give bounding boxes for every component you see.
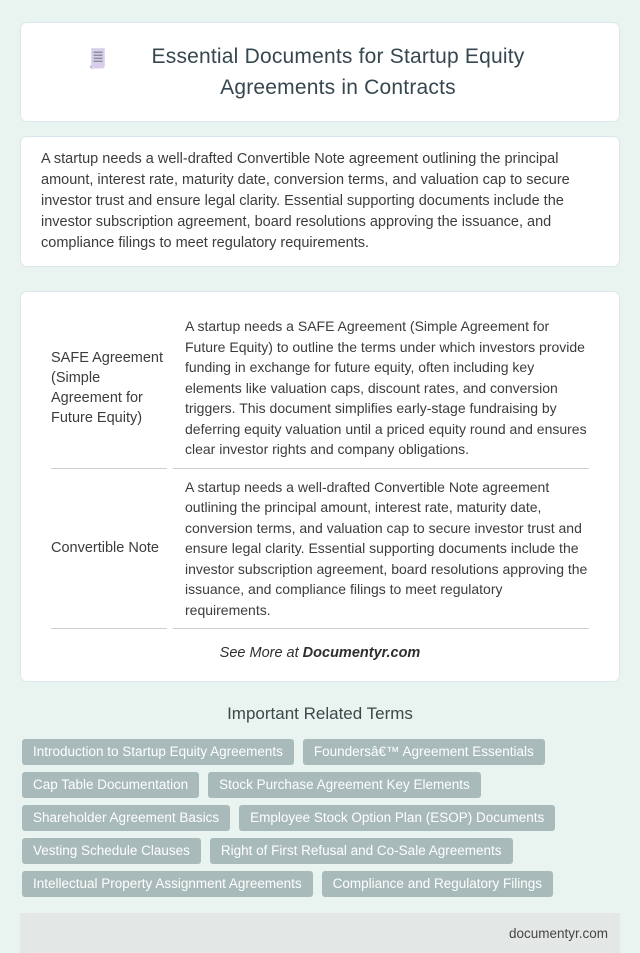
footer-bar [20, 913, 620, 953]
related-term-tag[interactable]: Compliance and Regulatory Filings [322, 871, 553, 897]
see-more-prefix: See More at [219, 645, 303, 661]
related-term-tag[interactable]: Stock Purchase Agreement Key Elements [208, 772, 481, 798]
related-term-tag[interactable]: Intellectual Property Assignment Agreements [22, 871, 313, 897]
related-term-tag[interactable]: Cap Table Documentation [22, 772, 199, 798]
related-term-tag[interactable]: Vesting Schedule Clauses [22, 838, 201, 864]
table-row [51, 308, 589, 469]
related-term-tag[interactable]: Foundersâ€™ Agreement Essentials [303, 739, 545, 765]
description-cell: A startup needs a SAFE Agreement (Simple Agreement for Future Equity) to outline the terms under which investors provide funding in exchange for future equity, often including key elements like valuation caps, discount rates, and conversion triggers. This document simplifies early-stage fundraising by deferring equity valuation until a priced equity round and ensures clear investor rights and company obligations. [173, 308, 589, 469]
summary-text: A startup needs a well-drafted Convertible Note agreement outlining the principal amount, interest rate, maturity date, conversion terms, and valuation cap to secure investor trust and ensure legal clarity. Essential supporting documents include the investor subscription agreement, board resolutions approving the issuance, and compliance filings to meet regulatory requirements. [41, 151, 570, 251]
table-row [51, 469, 589, 630]
documents-table-card [20, 291, 620, 682]
receipt-icon [87, 46, 109, 75]
see-more-brand: Documentyr.com [302, 645, 421, 661]
page-title: Essential Documents for Startup Equity Agreements in Contracts [151, 45, 525, 99]
related-terms-tags [20, 739, 620, 897]
related-terms-heading: Important Related Terms [227, 704, 413, 723]
related-term-tag[interactable]: Right of First Refusal and Co-Sale Agreements [210, 838, 513, 864]
title-card [20, 22, 620, 122]
summary-card [20, 136, 620, 267]
footer-site-label: documentyr.com [508, 925, 608, 941]
documents-table [45, 308, 595, 629]
related-term-tag[interactable]: Introduction to Startup Equity Agreements [22, 739, 294, 765]
title-wrap [87, 41, 553, 103]
related-term-tag[interactable]: Employee Stock Option Plan (ESOP) Documents [239, 805, 555, 831]
related-term-tag[interactable]: Shareholder Agreement Basics [22, 805, 230, 831]
description-cell: A startup needs a well-drafted Convertible Note agreement outlining the principal amount, interest rate, maturity date, conversion terms, and valuation cap to secure investor trust and ensure legal clarity. Essential supporting documents include the investor subscription agreement, board resolutions approving the issuance, and compliance filings to meet regulatory requirements. [173, 469, 589, 630]
see-more-line [45, 629, 595, 667]
term-cell: SAFE Agreement (Simple Agreement for Future Equity) [51, 308, 167, 469]
term-cell: Convertible Note [51, 469, 167, 630]
